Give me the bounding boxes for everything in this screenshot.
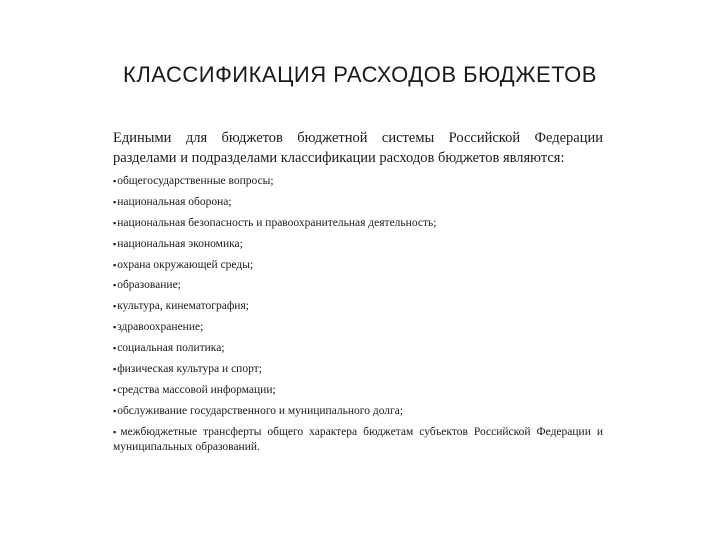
bullet-icon: ▪ bbox=[113, 301, 117, 312]
list-item bbox=[113, 174, 603, 189]
bullet-icon: ▪ bbox=[113, 405, 117, 416]
list-item-text: национальная оборона; bbox=[117, 195, 232, 208]
list-item bbox=[113, 299, 603, 314]
list-item bbox=[113, 216, 603, 231]
list-item-text: охрана окружающей среды; bbox=[117, 258, 254, 271]
bullet-icon: ▪ bbox=[113, 217, 117, 228]
bullet-icon: ▪ bbox=[113, 280, 117, 291]
bullet-icon: ▪ bbox=[113, 343, 117, 354]
bullet-icon: ▪ bbox=[113, 426, 120, 437]
bullet-icon: ▪ bbox=[113, 322, 117, 333]
list-item bbox=[113, 341, 603, 356]
content-block bbox=[113, 128, 603, 461]
list-item bbox=[113, 404, 603, 419]
list-item-text: культура, кинематография; bbox=[117, 300, 249, 313]
expense-sections-list bbox=[113, 174, 603, 455]
bullet-icon: ▪ bbox=[113, 176, 117, 186]
list-item-text: общегосударственные вопросы; bbox=[117, 175, 274, 187]
list-item bbox=[113, 320, 603, 335]
bullet-icon: ▪ bbox=[113, 364, 117, 375]
list-item bbox=[113, 258, 603, 273]
bullet-icon: ▪ bbox=[113, 259, 117, 270]
bullet-icon: ▪ bbox=[113, 384, 117, 395]
bullet-icon: ▪ bbox=[113, 196, 117, 207]
list-item bbox=[113, 237, 603, 252]
page-title: КЛАССИФИКАЦИЯ РАСХОДОВ БЮДЖЕТОВ bbox=[123, 62, 597, 87]
list-item-text: социальная политика; bbox=[117, 342, 225, 355]
list-item bbox=[113, 425, 603, 455]
list-item-text: национальная экономика; bbox=[117, 237, 243, 250]
list-item-text: межбюджетные трансферты общего характера бюджетам субъектов Российской Федерации и муниципальных образований. bbox=[113, 425, 603, 453]
list-item-text: обслуживание государственного и муниципального долга; bbox=[117, 404, 404, 417]
intro-paragraph: Едиными для бюджетов бюджетной системы Российской Федерации разделами и подразделами классификации расходов бюджетов являются: bbox=[113, 130, 603, 166]
list-item-text: физическая культура и спорт; bbox=[117, 363, 262, 376]
list-item-text: образование; bbox=[117, 279, 181, 292]
bullet-icon: ▪ bbox=[113, 238, 117, 249]
list-item bbox=[113, 278, 603, 293]
list-item bbox=[113, 383, 603, 398]
list-item bbox=[113, 362, 603, 377]
list-item-text: средства массовой информации; bbox=[117, 383, 276, 396]
list-item-text: здравоохранение; bbox=[117, 321, 204, 334]
list-item bbox=[113, 195, 603, 210]
list-item-text: национальная безопасность и правоохранительная деятельность; bbox=[117, 216, 437, 229]
